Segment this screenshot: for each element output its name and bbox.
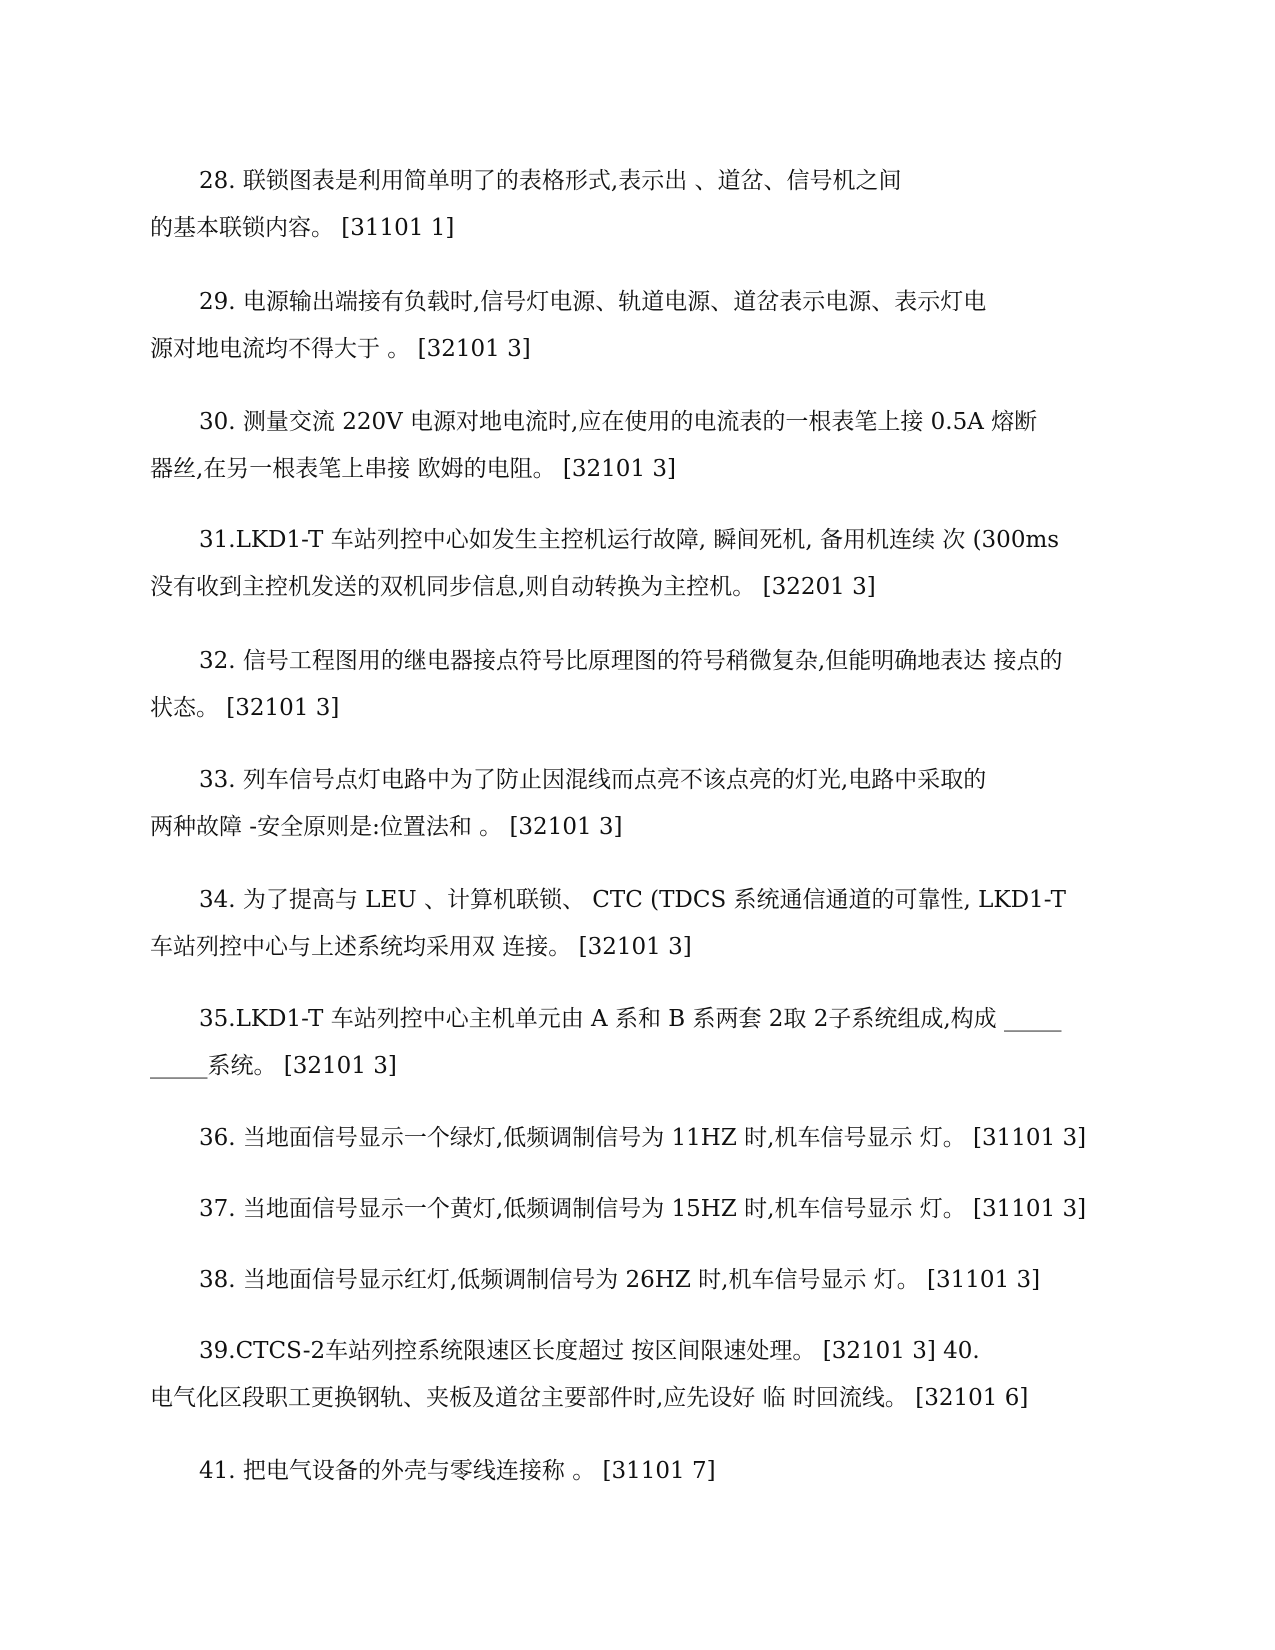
question-line: 41. 把电气设备的外壳与零线连接称 。 [31101 7] <box>199 1458 716 1484</box>
question-39 <box>150 1328 1140 1422</box>
question-30 <box>150 399 1140 493</box>
question-line: 两种故障 -安全原则是:位置法和 。 [32101 3] <box>150 814 623 840</box>
question-33 <box>150 757 1140 851</box>
question-36 <box>150 1115 1140 1162</box>
question-line: 的基本联锁内容。 [31101 1] <box>150 215 455 241</box>
question-line: 33. 列车信号点灯电路中为了防止因混线而点亮不该点亮的灯光,电路中采取的 <box>199 767 987 793</box>
question-line: 状态。 [32101 3] <box>150 695 340 721</box>
question-line: 29. 电源输出端接有负载时,信号灯电源、轨道电源、道岔表示电源、表示灯电 <box>199 289 987 315</box>
question-line: 器丝,在另一根表笔上串接 欧姆的电阻。 [32101 3] <box>150 456 676 482</box>
question-line: 没有收到主控机发送的双机同步信息,则自动转换为主控机。 [32201 3] <box>150 574 876 600</box>
question-line: 源对地电流均不得大于 。 [32101 3] <box>150 336 531 362</box>
question-32 <box>150 638 1140 732</box>
question-line: 34. 为了提高与 LEU 、计算机联锁、 CTC (TDCS 系统通信通道的可靠性, LKD1-T <box>199 887 1066 913</box>
question-37 <box>150 1186 1140 1233</box>
question-28 <box>150 158 1140 252</box>
question-line: 28. 联锁图表是利用简单明了的表格形式,表示出 、道岔、信号机之间 <box>199 168 902 194</box>
question-line: 31.LKD1-T 车站列控中心如发生主控机运行故障, 瞬间死机, 备用机连续 次 (300ms <box>199 527 1060 553</box>
question-line: _____系统。 [32101 3] <box>150 1053 397 1079</box>
question-line: 电气化区段职工更换钢轨、夹板及道岔主要部件时,应先设好 临 时回流线。 [32101 6] <box>150 1385 1029 1411</box>
question-line: 30. 测量交流 220V 电源对地电流时,应在使用的电流表的一根表笔上接 0.5A 熔断 <box>199 409 1038 435</box>
question-line: 32. 信号工程图用的继电器接点符号比原理图的符号稍微复杂,但能明确地表达 接点的 <box>199 648 1063 674</box>
question-29 <box>150 279 1140 373</box>
question-41 <box>150 1448 1140 1495</box>
question-34 <box>150 877 1140 971</box>
question-31 <box>150 517 1140 611</box>
question-38 <box>150 1257 1140 1304</box>
question-line: 38. 当地面信号显示红灯,低频调制信号为 26HZ 时,机车信号显示 灯。 [31101 3] <box>199 1267 1041 1293</box>
question-line: 37. 当地面信号显示一个黄灯,低频调制信号为 15HZ 时,机车信号显示 灯。 [31101 3] <box>199 1196 1087 1222</box>
question-line: 35.LKD1-T 车站列控中心主机单元由 A 系和 B 系两套 2取 2子系统组成,构成 _____ <box>199 1006 1062 1032</box>
question-line: 车站列控中心与上述系统均采用双 连接。 [32101 3] <box>150 934 692 960</box>
question-line: 36. 当地面信号显示一个绿灯,低频调制信号为 11HZ 时,机车信号显示 灯。 [31101 3] <box>199 1125 1087 1151</box>
question-35 <box>150 996 1140 1090</box>
question-line: 39.CTCS-2车站列控系统限速区长度超过 按区间限速处理。 [32101 3] 40. <box>199 1338 980 1364</box>
